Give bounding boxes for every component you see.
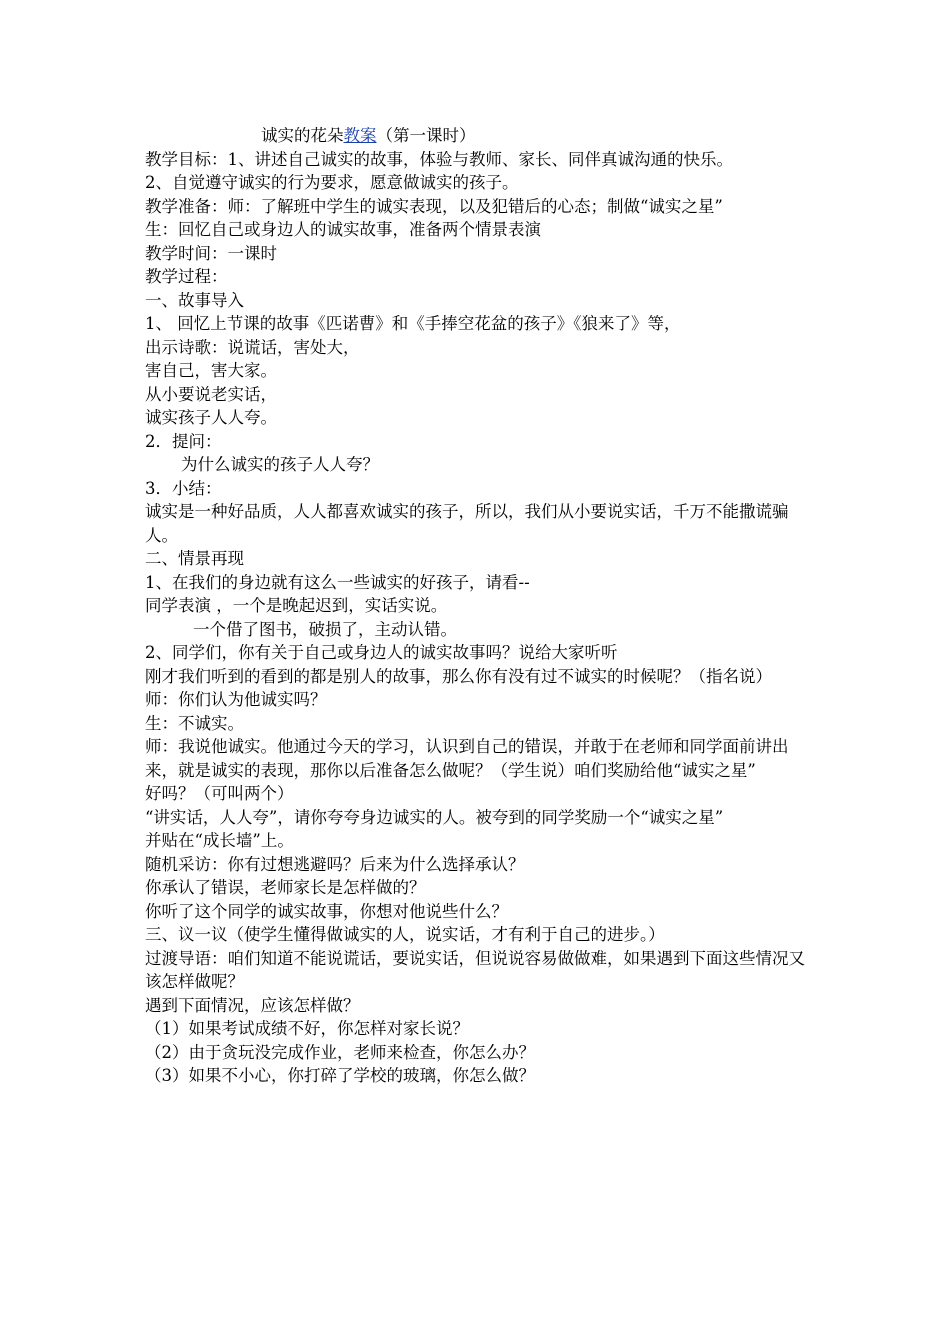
praise-activity: “讲实话，人人夸”，请你夸夸身边诚实的人。被夸到的同学奖励一个“诚实之星” — [145, 807, 724, 827]
question-text: 为什么诚实的孩子人人夸？ — [181, 455, 379, 474]
interview-1: 随机采访：你有过想逃避吗？后来为什么选择承认？ — [145, 854, 525, 874]
situation-1: （1）如果考试成绩不好，你怎样对家长说？ — [145, 1019, 469, 1038]
summary-heading: 3．小结： — [145, 478, 222, 498]
preparation-teacher: 教学准备：师：了解班中学生的诚实表现，以及犯错后的心态；制做“诚实之星” — [145, 196, 723, 216]
teaching-time: 教学时间：一课时 — [145, 243, 277, 263]
title-suffix: （第一课时） — [376, 126, 476, 145]
poem-line-3: 从小要说老实话， — [145, 384, 277, 404]
performance-2: 一个借了图书，破损了，主动认错。 — [193, 619, 457, 639]
title-prefix: 诚实的花朵 — [261, 126, 344, 145]
summary-text: 诚实是一种好品质，人人都喜欢诚实的孩子，所以，我们从小要说实话，千万不能撒谎骗人。 — [145, 502, 789, 545]
situation-2: （2）由于贪玩没完成作业，老师来检查，你怎么办？ — [145, 1042, 535, 1062]
reflection-prompt: 刚才我们听到的看到的都是别人的故事，那么你有没有过不诚实的时候呢？（指名说） — [145, 666, 772, 686]
share-prompt: 2、同学们，你有关于自己或身边人的诚实故事吗？说给大家听听 — [145, 643, 618, 662]
story-review: 1、 回忆上节课的故事《匹诺曹》和《手捧空花盆的孩子》《狼来了》等， — [145, 314, 681, 333]
lesson-plan-link[interactable]: 教案 — [343, 126, 377, 145]
teacher-response: 师：我说他诚实。他通过今天的学习，认识到自己的错误，并敢于在老师和同学面前讲出来，就是诚实的表现，那你以后准备怎么做呢？（学生说）咱们奖励给他“诚实之星” — [145, 737, 789, 780]
transition-text: 过渡导语：咱们知道不能说谎话，要说实话，但说说容易做做难，如果遇到下面这些情况又该怎样做呢？ — [145, 948, 805, 991]
growth-wall: 并贴在“成长墙”上。 — [145, 831, 294, 850]
preparation-student: 生：回忆自己或身边人的诚实故事，准备两个情景表演 — [145, 220, 541, 239]
scene-intro: 1、在我们的身边就有这么一些诚实的好孩子，请看-- — [145, 572, 530, 592]
document-body — [145, 124, 815, 1088]
teaching-process-heading: 教学过程： — [145, 267, 228, 286]
interview-2: 你承认了错误，老师家长是怎样做的？ — [145, 878, 426, 897]
poem-line-1: 出示诗歌：说谎话，害处大， — [145, 337, 360, 357]
poem-line-4: 诚实孩子人人夸。 — [145, 408, 277, 427]
section-3-heading: 三、议一议（使学生懂得做诚实的人，说实话，才有利于自己的进步。） — [145, 925, 665, 944]
performance-1: 同学表演 ，一个是晚起迟到，实话实说。 — [145, 596, 448, 615]
section-2-heading: 二、情景再现 — [145, 549, 244, 568]
section-1-heading: 一、故事导入 — [145, 290, 244, 310]
teacher-question: 师：你们认为他诚实吗？ — [145, 690, 327, 709]
situation-intro: 遇到下面情况，应该怎样做？ — [145, 995, 360, 1015]
question-heading: 2．提问： — [145, 431, 222, 451]
situation-3: （3）如果不小心，你打碎了学校的玻璃，你怎么做？ — [145, 1066, 535, 1085]
document-title — [145, 124, 815, 148]
objective-line-1: 教学目标：1、讲述自己诚实的故事，体验与教师、家长、同伴真诚沟通的快乐。 — [145, 149, 733, 169]
teacher-response-cont: 好吗？（可叫两个） — [145, 784, 294, 803]
interview-3: 你听了这个同学的诚实故事，你想对他说些什么？ — [145, 901, 508, 921]
student-answer: 生：不诚实。 — [145, 713, 244, 733]
objective-line-2: 2、自觉遵守诚实的行为要求，愿意做诚实的孩子。 — [145, 173, 519, 192]
poem-line-2: 害自己，害大家。 — [145, 361, 277, 380]
